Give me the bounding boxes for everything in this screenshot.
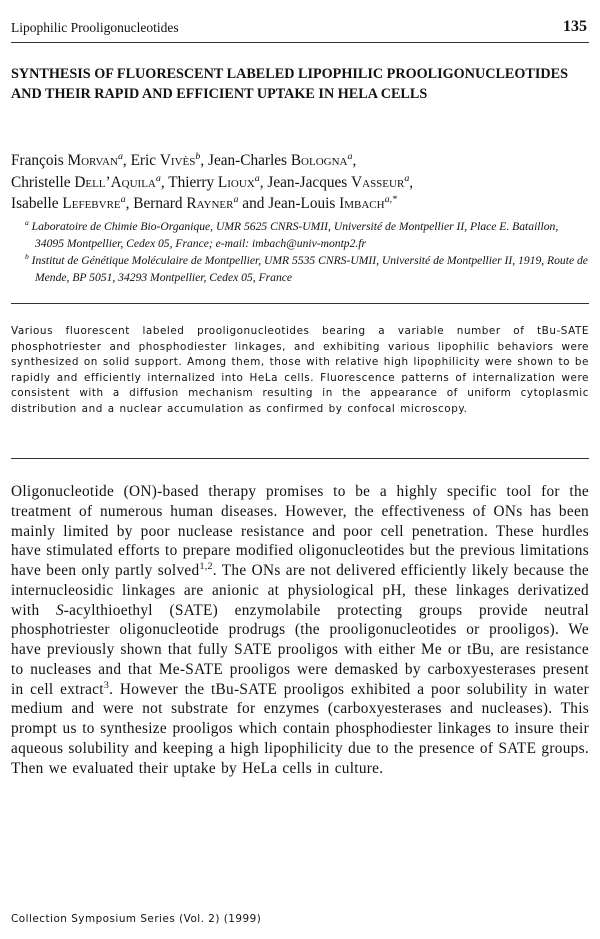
- footer-series: Collection Symposium Series (Vol. 2) (1999): [11, 913, 262, 925]
- abstract: Various fluorescent labeled prooligonucleotides bearing a variable number of tBu-SATE phosphotriester and phosphodiester linkages, and exhibiting various lipophilic behaviors were synthesized on solid support. Among them, those with relative high lipophilicity were shown to be rapidly and efficiently internalized into HeLa cells. Fluorescence patterns of internalization were consistent with a diffusion mechanism resulting in the appearance of uniform cytoplasmic distribution and a nuclear accumulation as confirmed by confocal microscopy.: [11, 325, 589, 415]
- author: Jean-Jacques Vasseur$^a$: [267, 172, 410, 191]
- affiliation-b: $^b$ Institut de Génétique Moléculaire de Montpellier, UMR 5535 CNRS-UMII, Université de Montpellier II, 1919, Route de Mende, BP 5051, 34293 Montpellier, Cedex 05, France: [25, 252, 588, 284]
- author: Jean-Louis Imbach$^{a,*}$: [268, 193, 398, 212]
- affiliation-a: $^a$ Laboratoire de Chimie Bio-Organique, UMR 5625 CNRS-UMII, Université de Montpellier II, Place E. Bataillon, 34095 Montpellier, Cedex 05, France; e-mail: imbach@univ-montp2.fr: [25, 218, 559, 250]
- page-number: 135: [563, 18, 587, 35]
- running-title: Lipophilic Prooligonucleotides: [11, 20, 179, 35]
- author: François Morvan$^a$: [11, 150, 123, 169]
- running-header: [11, 18, 589, 40]
- citation-1-2: 1,2: [199, 560, 213, 572]
- author: Isabelle Lefebvre$^a$: [11, 193, 126, 212]
- header-rule: [11, 42, 589, 43]
- author: Bernard Rayner$^a$: [133, 193, 239, 212]
- citation-3: 3: [103, 679, 110, 691]
- affiliations: [25, 218, 590, 286]
- author: Thierry Lioux$^a$: [168, 172, 260, 191]
- author: Jean-Charles Bologna$^a$: [208, 150, 353, 169]
- author: Eric Vivès$^b$: [130, 150, 201, 169]
- author: Christelle Dell’Aquila$^a$: [11, 172, 161, 191]
- body-paragraph: Oligonucleotide (ON)-based therapy promises to be a highly specific tool for the treatment of numerous human diseases. However, the effectiveness of ONs has been mainly limited by poor nuclease resistance and poor cell penetration. These hurdles have stimulated efforts to prepare modified oligonucleotides but the previous limitations have been only partly solved$^{1,2}$. The ONs are not delivered efficiently likely because the internucleosidic linkages are anionic at physiological pH, these linkages derivatized with S-acylthioethyl (SATE) enzymolabile protecting groups provide neutral phosphotriester oligonucleotide prodrugs (the prooligonucleotides or prooligos). We have previously shown that fully SATE prooligos with either Me or tBu, are resistance to nucleases and that Me-SATE prooligos were demasked by carboxyesterases present in cell extract$^3$. However the tBu-SATE prooligos exhibited a poor solubility in water medium and were not substrate for enzymes (carboxyesterases and nucleases). This prompt us to synthesize prooligos which contain phosphodiester linkages to insure their aqueous solubility and keeping a high lipophilicity due to the presence of SATE groups. Then we evaluated their uptake by HeLa cells in culture.: [11, 483, 589, 777]
- abstract-bottom-rule: [11, 458, 589, 459]
- author-list: François Morvan$^a$, Eric Vivès$^b$, Jean-Charles Bologna$^a$, Christelle Dell’Aquila$^a$, Thierry Lioux$^a$, Jean-Jacques Vasseur$^a$, Isabelle Lefebvre$^a$, Bernard Rayner$^a$ and Jean-Louis Imbach$^{a,*}$: [11, 150, 414, 212]
- abstract-top-rule: [11, 303, 589, 304]
- paper-title: SYNTHESIS OF FLUORESCENT LABELED LIPOPHILIC PROOLIGONUCLEOTIDES AND THEIR RAPID AND EFFICIENT UPTAKE IN HELA CELLS: [11, 66, 568, 102]
